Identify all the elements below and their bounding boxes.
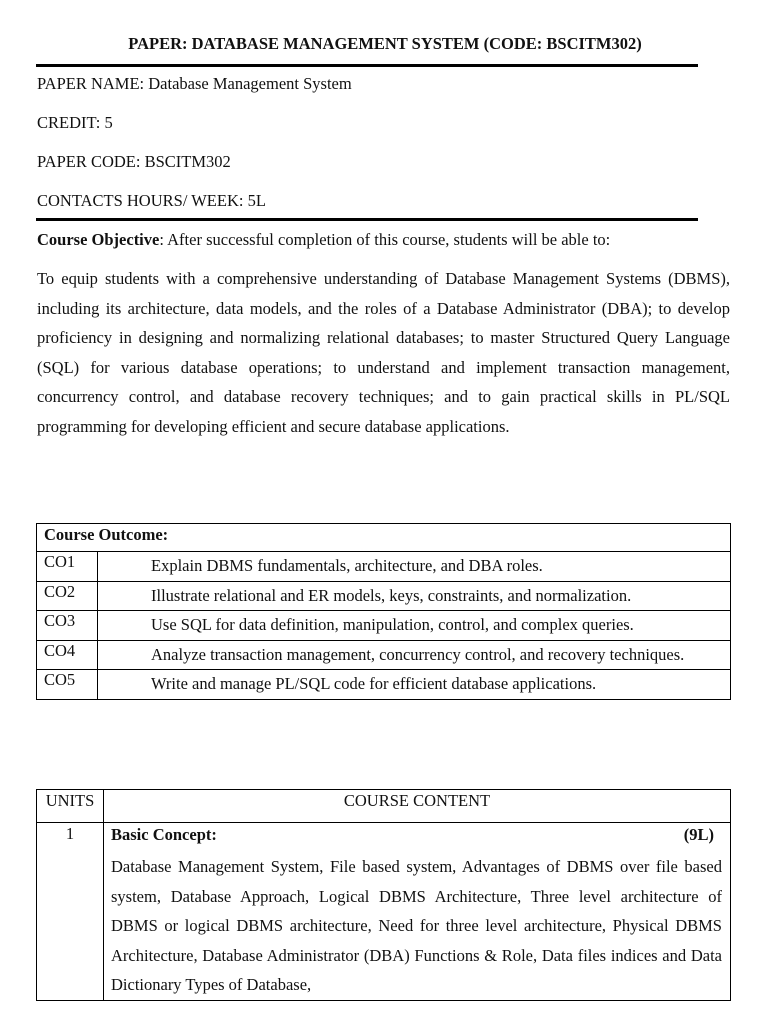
objective-intro-text: : After successful completion of this course, students will be able to: [159,230,611,249]
page-title: PAPER: DATABASE MANAGEMENT SYSTEM (CODE: BSCITM302) [128,34,642,53]
course-content-header: COURSE CONTENT [104,790,731,823]
table-header-row [37,790,731,823]
course-content-table [36,789,731,1001]
unit-title: Basic Concept: [111,825,217,844]
paper-code: PAPER CODE: BSCITM302 [37,152,231,171]
co-code: CO3 [37,611,98,641]
table-row [37,552,731,582]
meta-rule [36,218,698,221]
header-rule [36,64,698,67]
table-row [37,670,731,700]
table-row [37,581,731,611]
objective-intro [37,230,610,250]
co-code: CO4 [37,640,98,670]
co-text: Analyze transaction management, concurrency control, and recovery techniques. [98,640,731,670]
units-header: UNITS [37,790,104,823]
course-outcome-heading: Course Outcome: [37,524,731,552]
contact-hours: CONTACTS HOURS/ WEEK: 5L [37,191,266,210]
objective-label: Course Objective [37,230,160,249]
co-text: Use SQL for data definition, manipulation, control, and complex queries. [98,611,731,641]
course-outcome-table [36,523,731,700]
table-row [37,640,731,670]
co-code: CO2 [37,581,98,611]
table-row [37,611,731,641]
co-text: Illustrate relational and ER models, keys, constraints, and normalization. [98,581,731,611]
unit-heading [111,824,722,846]
co-code: CO1 [37,552,98,582]
unit-text: Database Management System, File based system, Advantages of DBMS over file based system, Database Approach, Logical DBMS Architecture, Three level architecture of DBMS or logical DBMS architecture, Need for three level architecture, Physical DBMS Architecture, Database Administrator (DBA) Functions & Role, Data files indices and Data Dictionary Types of Database, [111,857,722,994]
table-row [37,823,731,1001]
objective-body: To equip students with a comprehensive understanding of Database Management Systems (DBMS), including its architecture, data models, and the roles of a Database Administrator (DBA); to develop proficiency in designing and normalizing relational databases; to master Structured Query Language (SQL) for various database operations; to understand and implement transaction management, concurrency control, and database recovery techniques; and to gain practical skills in PL/SQL programming for developing efficient and secure database applications. [37,269,730,436]
unit-content [104,823,731,1001]
unit-number: 1 [37,823,104,1001]
co-text: Explain DBMS fundamentals, architecture, and DBA roles. [98,552,731,582]
table-header-row [37,524,731,552]
co-text: Write and manage PL/SQL code for efficient database applications. [98,670,731,700]
unit-hours: (9L) [683,825,714,844]
credit: CREDIT: 5 [37,113,113,132]
paper-name: PAPER NAME: Database Management System [37,74,352,93]
co-code: CO5 [37,670,98,700]
